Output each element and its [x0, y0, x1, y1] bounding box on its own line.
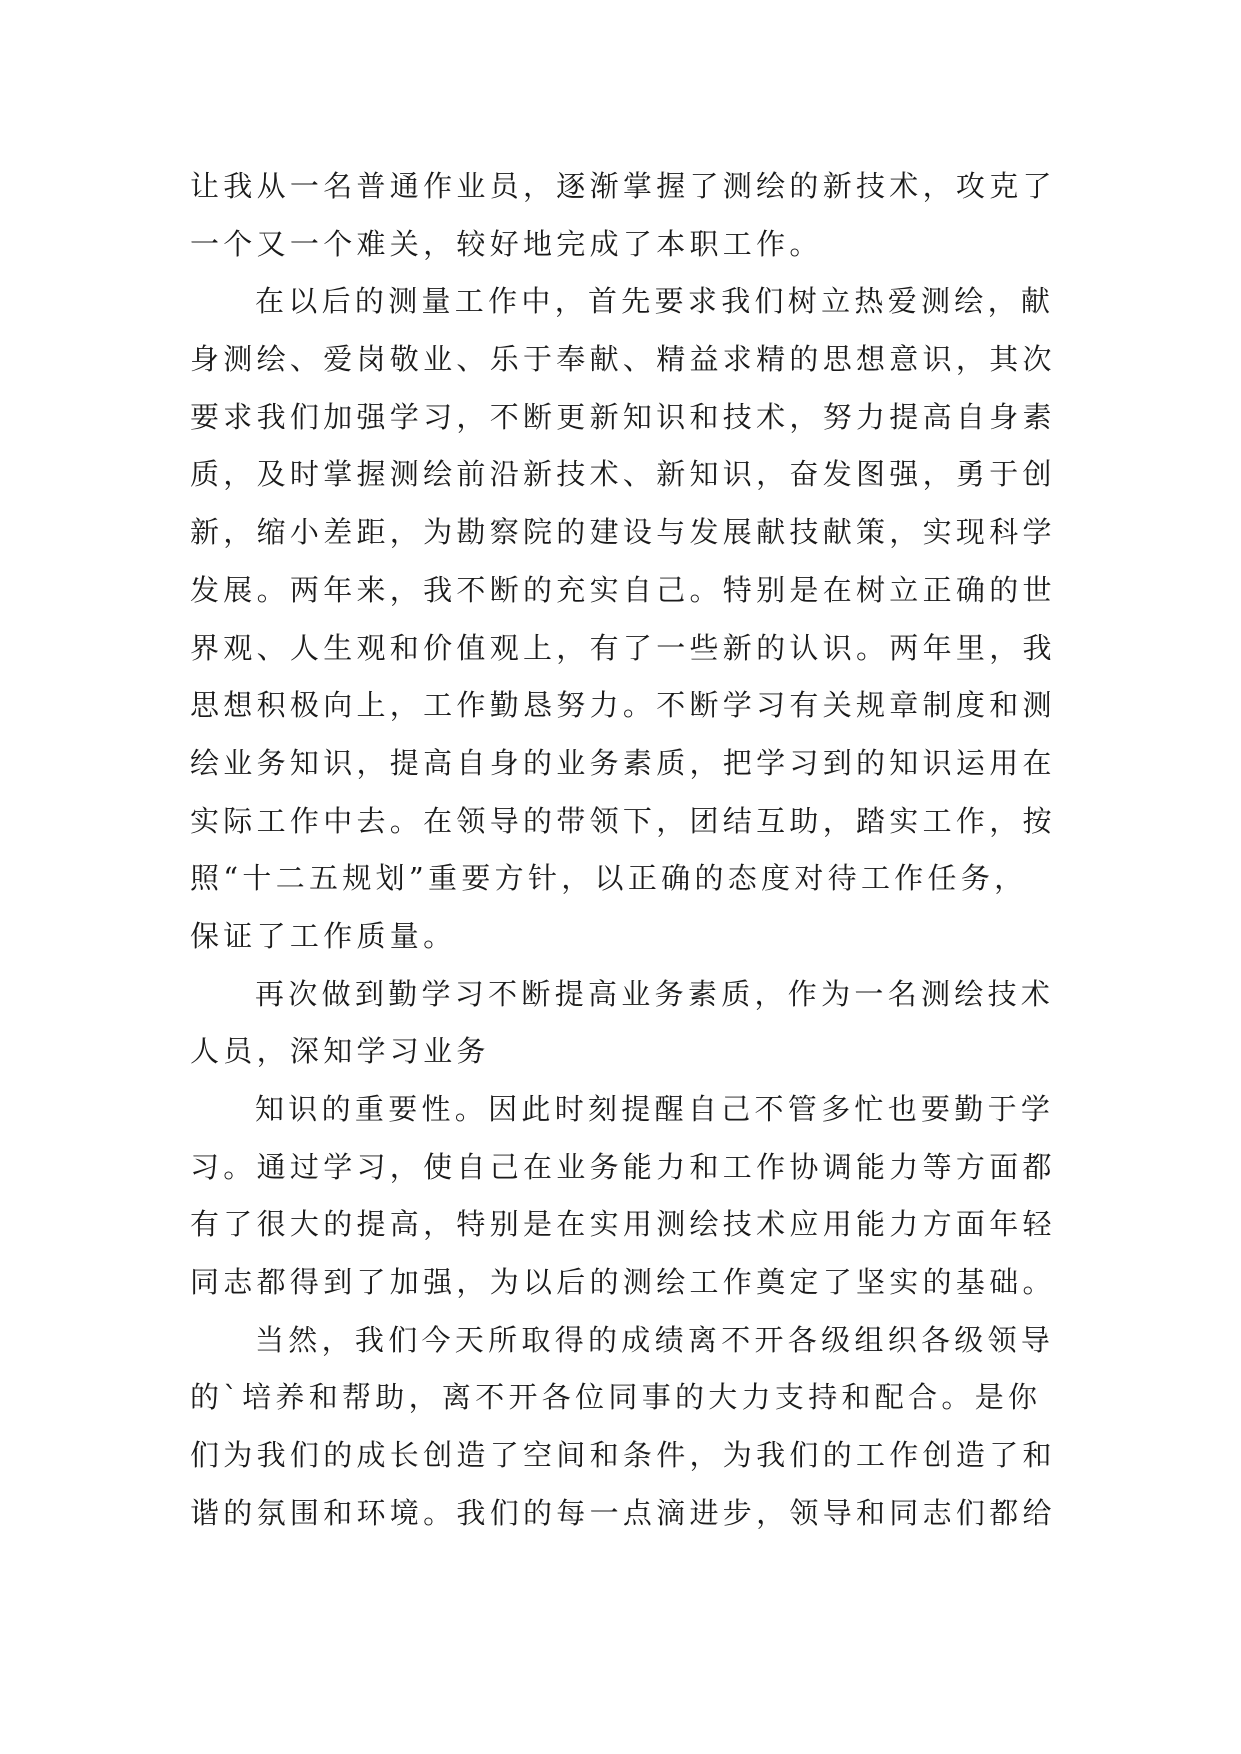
text-line-23: 们为我们的成长创造了空间和条件，为我们的工作创造了和: [190, 1438, 1056, 1473]
text-line-1: 让我从一名普通作业员，逐渐掌握了测绘的新技术，攻克了: [190, 169, 1056, 203]
text-line-2: 一个又一个难关，较好地完成了本职工作。: [190, 226, 823, 261]
text-line-15: 再次做到勤学习不断提高业务素质，作为一名测绘技术: [255, 976, 1055, 1011]
text-line-10: 思想积极向上，工作勤恳努力。不断学习有关规章制度和测: [190, 688, 1056, 723]
text-line-6: 质，及时掌握测绘前沿新技术、新知识，奋发图强，勇于创: [190, 457, 1056, 492]
text-line-18: 习。通过学习，使自己在业务能力和工作协调能力等方面都: [190, 1149, 1056, 1184]
document-body: [190, 158, 1070, 1543]
text-line-20: 同志都得到了加强，为以后的测绘工作奠定了坚实的基础。: [190, 1265, 1056, 1300]
text-line-13: 照“十二五规划”重要方针，以正确的态度对待工作任务，: [190, 861, 1028, 896]
text-line-7: 新，缩小差距，为勘察院的建设与发展献技献策，实现科学: [190, 515, 1056, 550]
text-line-8: 发展。两年来，我不断的充实自己。特别是在树立正确的世: [190, 572, 1056, 607]
text-line-12: 实际工作中去。在领导的带领下，团结互助，踏实工作，按: [190, 803, 1056, 838]
text-line-19: 有了很大的提高，特别是在实用测绘技术应用能力方面年轻: [190, 1207, 1056, 1242]
text-line-16: 人员，深知学习业务: [190, 1034, 490, 1069]
text-line-17: 知识的重要性。因此时刻提醒自己不管多忙也要勤于学: [255, 1092, 1055, 1126]
text-line-3: 在以后的测量工作中，首先要求我们树立热爱测绘，献: [255, 284, 1055, 319]
text-line-4: 身测绘、爱岗敬业、乐于奉献、精益求精的思想意识，其次: [190, 342, 1056, 377]
text-line-9: 界观、人生观和价值观上，有了一些新的认识。两年里，我: [190, 630, 1056, 665]
text-line-11: 绘业务知识，提高自身的业务素质，把学习到的知识运用在: [190, 745, 1056, 780]
text-line-5: 要求我们加强学习，不断更新知识和技术，努力提高自身素: [190, 399, 1056, 434]
text-line-24: 谐的氛围和环境。我们的每一点滴进步，领导和同志们都给: [190, 1495, 1056, 1530]
text-line-22: 的`培养和帮助，离不开各位同事的大力支持和配合。是你: [190, 1380, 1042, 1415]
text-line-14: 保证了工作质量。: [190, 918, 457, 953]
text-line-21: 当然，我们今天所取得的成绩离不开各级组织各级领导: [255, 1322, 1055, 1357]
